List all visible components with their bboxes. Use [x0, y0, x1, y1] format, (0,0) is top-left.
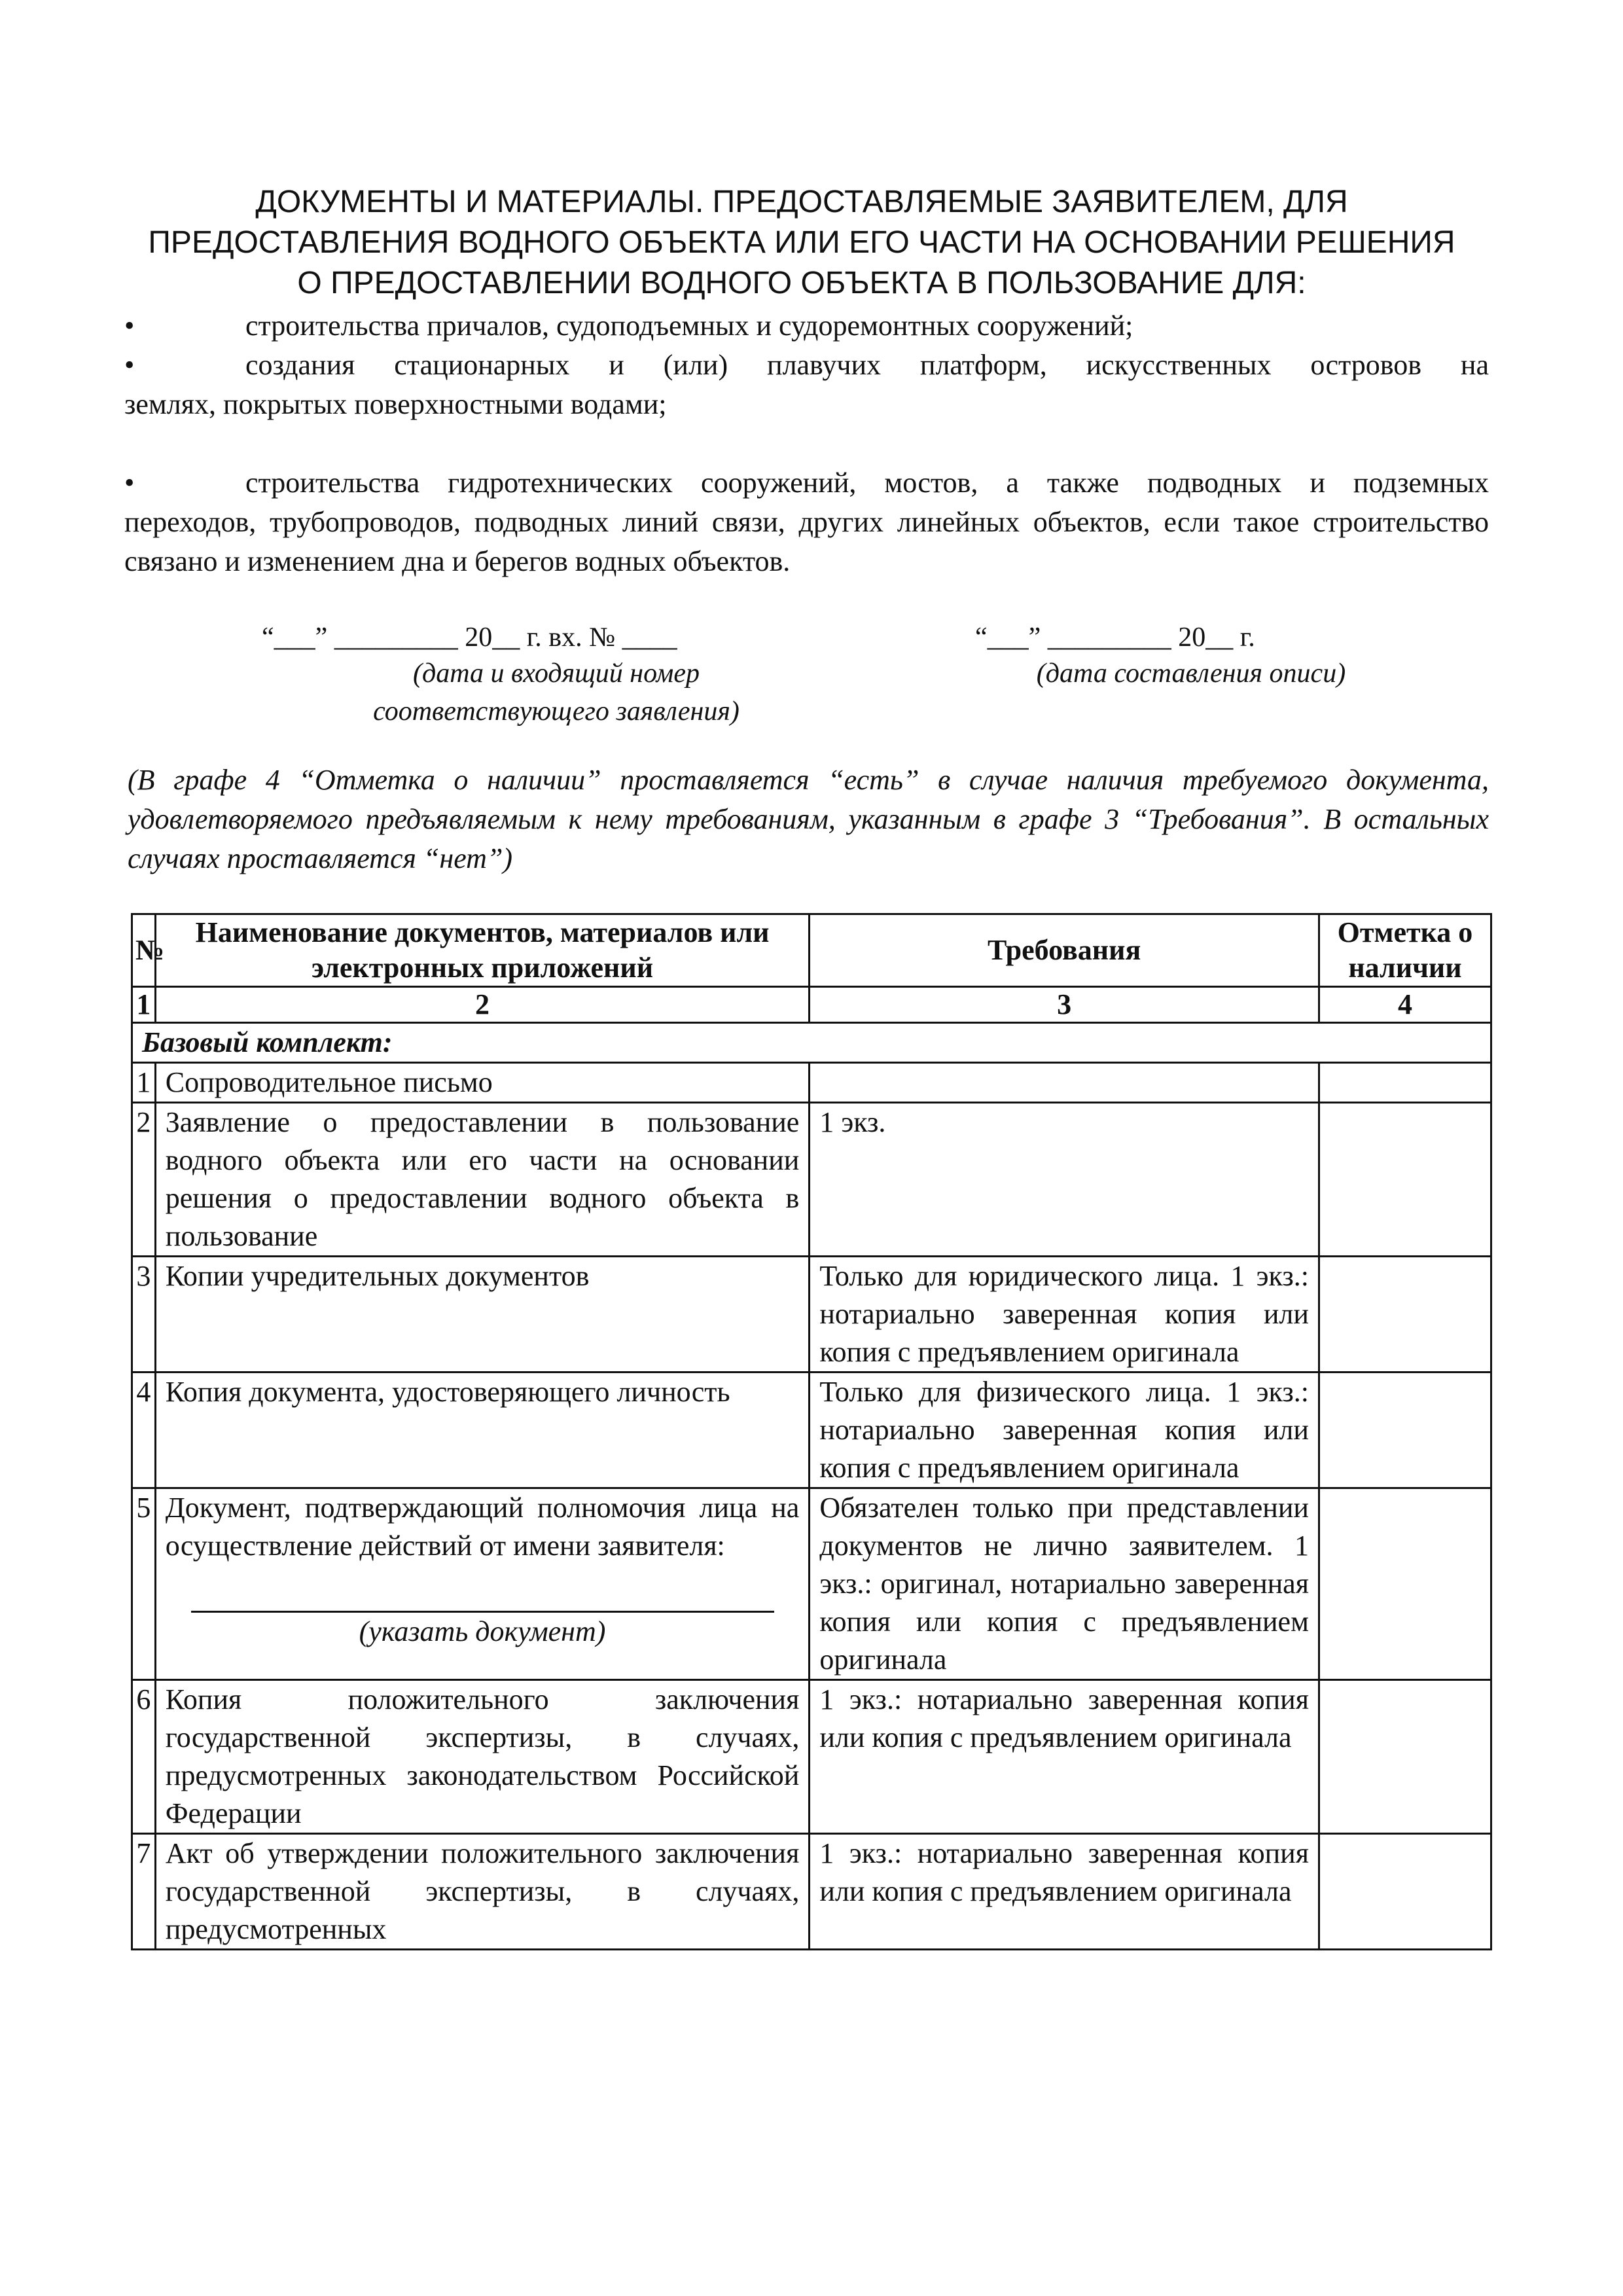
column-number: 2	[155, 987, 810, 1023]
bullet-text: создания стационарных и (или) плавучих платформ, искусственных островов на	[245, 349, 1489, 381]
header-number: №	[132, 914, 156, 987]
table-row	[132, 1257, 1491, 1372]
row-mark-cell[interactable]	[1319, 1372, 1491, 1488]
table-row	[132, 1680, 1491, 1834]
row-number: 5	[132, 1488, 156, 1680]
row-number: 7	[132, 1834, 156, 1950]
instruction-note: (В графе 4 “Отметка о наличии” проставляется “есть” в случае наличия требуемого документа, удовлетворяемого предъявляемым к нему требованиям, указанным в графе 3 “Требования”. В остальных случаях проставляется “нет”)	[128, 764, 1489, 874]
bullet-marker: •	[124, 310, 135, 342]
bullet-text-continued: переходов, трубопроводов, подводных линий связи, других линейных объектов, если такое строительство связано и изменением дна и берегов водных объектов.	[124, 506, 1489, 577]
row-document-name-cell	[155, 1488, 810, 1680]
row-requirements: 1 экз.: нотариально заверенная копия или копия с предъявлением оригинала	[810, 1834, 1319, 1950]
title-line-3: О ПРЕДОСТАВЛЕНИИ ВОДНОГО ОБЪЕКТА В ПОЛЬЗОВАНИЕ ДЛЯ:	[297, 266, 1306, 300]
caption-line: соответствующего заявления)	[373, 696, 740, 726]
header-mark: Отметка о наличии	[1319, 914, 1491, 987]
table-row	[132, 1063, 1491, 1103]
table-row	[132, 1372, 1491, 1488]
row-mark-cell[interactable]	[1319, 1103, 1491, 1257]
inventory-date-caption: (дата составления описи)	[1036, 658, 1346, 689]
bullet-item-1	[124, 306, 1489, 346]
incoming-date-caption	[288, 655, 825, 730]
bullet-item-2	[124, 346, 1489, 424]
header-requirements: Требования	[810, 914, 1319, 987]
section-row	[132, 1023, 1491, 1063]
column-number: 4	[1319, 987, 1491, 1023]
row-mark-cell[interactable]	[1319, 1063, 1491, 1103]
row-number: 1	[132, 1063, 156, 1103]
table-row	[132, 1834, 1491, 1950]
row-document-name: Документ, подтверждающий полномочия лица на осуществление действий от имени заявителя:	[165, 1492, 800, 1562]
title-line-2: ПРЕДОСТАВЛЕНИЯ ВОДНОГО ОБЪЕКТА ИЛИ ЕГО ЧАСТИ НА ОСНОВАНИИ РЕШЕНИЯ	[148, 225, 1455, 260]
bullet-text: строительства гидротехнических сооружений, мостов, а также подводных и подземных	[245, 467, 1489, 499]
row-requirements: Только для юридического лица. 1 экз.: нотариально заверенная копия или копия с предъявлением оригинала	[810, 1257, 1319, 1372]
row-requirements	[810, 1063, 1319, 1103]
bullet-item-3	[124, 463, 1489, 581]
table-header-row	[132, 914, 1491, 987]
row-requirements: 1 экз.	[810, 1103, 1319, 1257]
row-requirements: 1 экз.: нотариально заверенная копия или копия с предъявлением оригинала	[810, 1680, 1319, 1834]
column-number: 1	[132, 987, 156, 1023]
section-title: Базовый комплект:	[132, 1023, 1491, 1063]
row-number: 3	[132, 1257, 156, 1372]
row-mark-cell[interactable]	[1319, 1680, 1491, 1834]
bullet-text-continued: землях, покрытых поверхностными водами;	[124, 388, 667, 420]
row-mark-cell[interactable]	[1319, 1834, 1491, 1950]
row-requirements: Обязателен только при представлении документов не лично заявителем. 1 экз.: оригинал, нотариально заверенная копия или копия с предъявлением оригинала	[810, 1488, 1319, 1680]
table-row	[132, 1103, 1491, 1257]
title-line-1: ДОКУМЕНТЫ И МАТЕРИАЛЫ. ПРЕДОСТАВЛЯЕМЫЕ ЗАЯВИТЕЛЕМ, ДЛЯ	[255, 185, 1348, 219]
row-document-name: Копия положительного заключения государственной экспертизы, в случаях, предусмотренных законодательством Российской Федерации	[155, 1680, 810, 1834]
row-mark-cell[interactable]	[1319, 1488, 1491, 1680]
row-requirements: Только для физического лица. 1 экз.: нотариально заверенная копия или копия с предъявлением оригинала	[810, 1372, 1319, 1488]
row-document-name: Сопроводительное письмо	[155, 1063, 810, 1103]
caption-line: (дата и входящий номер	[412, 658, 700, 689]
column-number: 3	[810, 987, 1319, 1023]
row-document-name: Акт об утверждении положительного заключения государственной экспертизы, в случаях, предусмотренных	[155, 1834, 810, 1950]
document-title	[118, 182, 1486, 304]
row-document-name: Копия документа, удостоверяющего личность	[155, 1372, 810, 1488]
column-number-row	[132, 987, 1491, 1023]
row-number: 2	[132, 1103, 156, 1257]
incoming-date-line: “___” _________ 20__ г. вх. № ____	[262, 622, 677, 653]
table-row	[132, 1488, 1491, 1680]
bullet-marker: •	[124, 467, 135, 499]
row-mark-cell[interactable]	[1319, 1257, 1491, 1372]
bullet-text: строительства причалов, судоподъемных и судоремонтных сооружений;	[245, 310, 1133, 342]
bullet-marker: •	[124, 349, 135, 381]
row-document-name: Заявление о предоставлении в пользование водного объекта или его части на основании решения о предоставлении водного объекта в пользование	[155, 1103, 810, 1257]
row-number: 6	[132, 1680, 156, 1834]
row-number: 4	[132, 1372, 156, 1488]
inventory-date-line: “___” _________ 20__ г.	[975, 622, 1255, 653]
header-name: Наименование документов, материалов или электронных приложений	[155, 914, 810, 987]
documents-table	[131, 913, 1492, 1950]
fill-in-caption: (указать документ)	[359, 1615, 606, 1647]
row-document-name: Копии учредительных документов	[155, 1257, 810, 1372]
